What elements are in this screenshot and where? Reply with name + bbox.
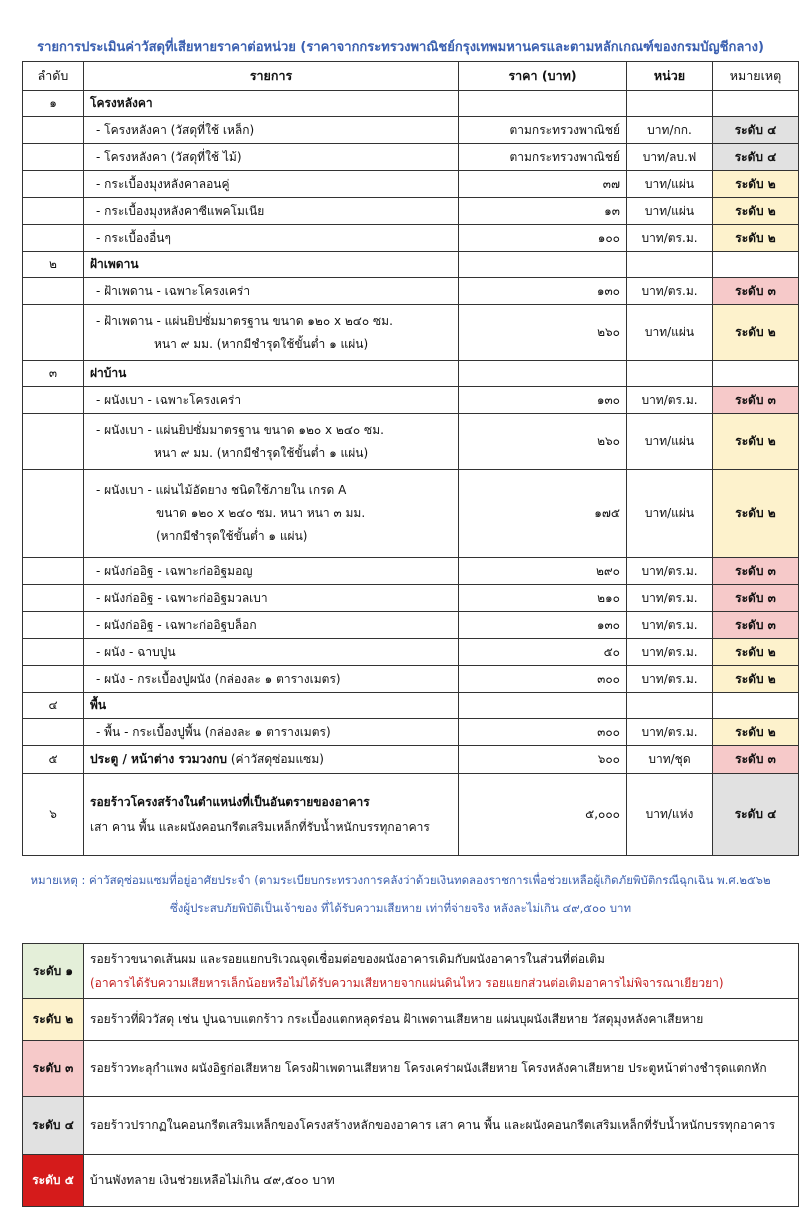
- item-cell: [84, 666, 459, 693]
- level-badge: ระดับ ๒: [713, 171, 799, 198]
- table-header-row: [23, 62, 799, 91]
- legend-text: รอยร้าวที่ผิววัสดุ เช่น ปูนฉาบแตกร้าว กระเบื้องแตกหลุดร่อน ฝ้าเพดานเสียหาย แผ่นบุผนังเสียหาย วัสดุมุงหลังคาเสียหาย: [90, 1012, 704, 1026]
- empty-cell: [713, 252, 799, 278]
- empty-cell: [627, 361, 713, 387]
- table-row: [23, 305, 799, 361]
- level-badge: ระดับ ๔: [713, 774, 799, 856]
- item-cell: [84, 305, 459, 361]
- price-cell: ๑๐๐: [459, 225, 627, 252]
- level-badge: ระดับ ๒: [713, 225, 799, 252]
- legend-description: [84, 1041, 799, 1097]
- level-badge: ระดับ ๓: [713, 746, 799, 774]
- section-title: ฝาบ้าน: [84, 361, 459, 387]
- price-cell: ๓๐๐: [459, 719, 627, 746]
- legend-text: รอยร้าวปรากฏในคอนกรีตเสริมเหล็กของโครงสร้างหลักของอาคาร เสา คาน พื้น และผนังคอนกรีตเสริมเหล็กที่รับน้ำหนักบรรทุกอาคาร: [90, 1118, 776, 1132]
- level-badge: ระดับ ๓: [713, 278, 799, 305]
- unit-cell: บาท/แผ่น: [627, 470, 713, 558]
- row-number-cell: [23, 612, 84, 639]
- price-cell: ๒๙๐: [459, 558, 627, 585]
- table-row: [23, 470, 799, 558]
- row-number-cell: [23, 117, 84, 144]
- legend-text-note: (อาคารได้รับความเสียหารเล็กน้อยหรือไม่ได้รับความเสียหายจากแผ่นดินไหว รอยแยกส่วนต่อเติมอาคารไม่พิจารณาเยียวยา): [90, 975, 724, 990]
- section-title: รอยร้าวโครงสร้างในตำแหน่งที่เป็นอันตรายของอาคาร: [90, 794, 370, 809]
- table-row: [23, 719, 799, 746]
- price-cell: ๓๐๐: [459, 666, 627, 693]
- row-number-cell: [23, 225, 84, 252]
- unit-cell: บาท/กก.: [627, 117, 713, 144]
- row-number-cell: [23, 719, 84, 746]
- unit-cell: บาท/แผ่น: [627, 305, 713, 361]
- price-cell: ๒๑๐: [459, 585, 627, 612]
- unit-cell: บาท/ตร.ม.: [627, 585, 713, 612]
- price-cell: ๑๓๐: [459, 278, 627, 305]
- price-cell: ๑๓๐: [459, 387, 627, 414]
- legend-level-label: ระดับ ๒: [23, 999, 84, 1041]
- level-badge: ระดับ ๒: [713, 639, 799, 666]
- item-text: - กระเบื้องมุงหลังคาลอนคู่: [96, 176, 230, 191]
- table-row: [23, 387, 799, 414]
- section-number: ๑: [23, 91, 84, 117]
- price-cell: ๑๓: [459, 198, 627, 225]
- legend-text: รอยร้าวทะลุกำแพง ผนังอิฐก่อเสียหาย โครงฝ้าเพดานเสียหาย โครงเคร่าผนังเสียหาย โครงหลังคาเสียหาย ประตูหน้าต่างชำรุดแตกหัก: [90, 1061, 767, 1075]
- table-row: [23, 144, 799, 171]
- item-text-line-2: หนา ๙ มม. (หากมีชำรุดใช้ขั้นต่ำ ๑ แผ่น): [154, 336, 369, 351]
- unit-cell: บาท/ตร.ม.: [627, 225, 713, 252]
- empty-cell: [713, 693, 799, 719]
- item-text: - กระเบื้องมุงหลังคาซีแพคโมเนีย: [96, 203, 265, 218]
- item-text: - ผนังก่ออิฐ - เฉพาะก่ออิฐมอญ: [96, 563, 253, 578]
- row-number-cell: [23, 278, 84, 305]
- unit-cell: บาท/แผ่น: [627, 171, 713, 198]
- unit-cell: บาท/แห่ง: [627, 774, 713, 856]
- empty-cell: [459, 91, 627, 117]
- legend-level-label: ระดับ ๓: [23, 1041, 84, 1097]
- item-cell: [84, 719, 459, 746]
- item-cell: [84, 585, 459, 612]
- table-row: [23, 612, 799, 639]
- table-row: [23, 666, 799, 693]
- row-number-cell: [23, 470, 84, 558]
- item-text: - กระเบื้องอื่นๆ: [96, 230, 171, 245]
- item-text: - ผนังเบา - แผ่นยิปซั่มมาตรฐาน ขนาด ๑๒๐ x ๒๔๐ ซม.: [96, 422, 384, 437]
- table-row: [23, 585, 799, 612]
- section-number: ๒: [23, 252, 84, 278]
- level-badge: ระดับ ๓: [713, 585, 799, 612]
- item-cell: [84, 387, 459, 414]
- header-price: ราคา (บาท): [459, 62, 627, 91]
- item-text-extra: (ค่าวัสดุซ่อมแซม): [230, 752, 324, 766]
- level-badge: ระดับ ๓: [713, 387, 799, 414]
- legend-level-label: ระดับ ๑: [23, 944, 84, 999]
- price-cell: ตามกระทรวงพาณิชย์: [459, 117, 627, 144]
- legend-row: [23, 944, 799, 999]
- legend-level-label: ระดับ ๔: [23, 1097, 84, 1155]
- level-badge: ระดับ ๓: [713, 612, 799, 639]
- unit-cell: บาท/ตร.ม.: [627, 639, 713, 666]
- item-cell: [84, 639, 459, 666]
- item-cell: [84, 171, 459, 198]
- item-text: - ผนัง - ฉาบปูน: [96, 644, 176, 659]
- section-title: ประตู / หน้าต่าง รวมวงกบ: [90, 752, 228, 766]
- item-text: - ผนังก่ออิฐ - เฉพาะก่ออิฐบล็อก: [96, 617, 257, 632]
- unit-cell: บาท/ชุด: [627, 746, 713, 774]
- price-cell: ๓๗: [459, 171, 627, 198]
- row-number: ๕: [23, 746, 84, 774]
- row-number-cell: [23, 639, 84, 666]
- row-number-cell: [23, 666, 84, 693]
- price-cell: ๑๓๐: [459, 612, 627, 639]
- unit-cell: บาท/แผ่น: [627, 414, 713, 470]
- item-text: - ฝ้าเพดาน - เฉพาะโครงเคร่า: [96, 283, 251, 298]
- legend-text: บ้านพังทลาย เงินช่วยเหลือไม่เกิน ๔๙,๕๐๐ บาท: [90, 1173, 335, 1187]
- item-cell: [84, 746, 459, 774]
- note-line-2: ซึ่งผู้ประสบภัยพิบัติเป็นเจ้าของ ที่ได้รับความเสียหาย เท่าที่จ่ายจริง หลังละไม่เกิน ๔๙,๕๐๐ บาท: [169, 901, 632, 915]
- unit-cell: บาท/ตร.ม.: [627, 387, 713, 414]
- level-badge: ระดับ ๒: [713, 719, 799, 746]
- unit-cell: บาท/ตร.ม.: [627, 719, 713, 746]
- table-row: [23, 225, 799, 252]
- item-text-line-3: (หากมีชำรุดใช้ขั้นต่ำ ๑ แผ่น): [156, 529, 308, 543]
- legend-text: รอยร้าวขนาดเส้นผม และรอยแยกบริเวณจุดเชื่อมต่อของผนังอาคารเดิมกับผนังอาคารในส่วนที่ต่อเติม: [90, 951, 605, 966]
- legend-description: [84, 1155, 799, 1207]
- item-text: - ผนังก่ออิฐ - เฉพาะก่ออิฐมวลเบา: [96, 590, 268, 605]
- item-cell: [84, 225, 459, 252]
- legend-row: [23, 1155, 799, 1207]
- item-cell: [84, 774, 459, 856]
- empty-cell: [627, 91, 713, 117]
- price-cell: ๒๖๐: [459, 414, 627, 470]
- empty-cell: [627, 252, 713, 278]
- section-title: โครงหลังคา: [84, 91, 459, 117]
- table-row: [23, 278, 799, 305]
- table-row: [23, 198, 799, 225]
- section-row: [23, 91, 799, 117]
- empty-cell: [713, 361, 799, 387]
- legend-row: [23, 1041, 799, 1097]
- row-number: ๖: [23, 774, 84, 856]
- section-row: [23, 693, 799, 719]
- document-title: รายการประเมินค่าวัสดุที่เสียหายราคาต่อหน่วย (ราคาจากกระทรวงพาณิชย์กรุงเทพมหานครและตามหลักเกณฑ์ของกรมบัญชีกลาง): [37, 40, 764, 55]
- level-badge: ระดับ ๒: [713, 414, 799, 470]
- section-title: พื้น: [84, 693, 459, 719]
- item-text: - ฝ้าเพดาน - แผ่นยิปซั่มมาตรฐาน ขนาด ๑๒๐ x ๒๔๐ ซม.: [96, 313, 393, 328]
- level-badge: ระดับ ๒: [713, 666, 799, 693]
- legend-row: [23, 1097, 799, 1155]
- section-row: [23, 252, 799, 278]
- unit-cell: บาท/ตร.ม.: [627, 558, 713, 585]
- header-no: ลำดับ: [23, 62, 84, 91]
- item-cell: [84, 558, 459, 585]
- unit-cell: บาท/ลบ.ฟ: [627, 144, 713, 171]
- level-badge: ระดับ ๔: [713, 144, 799, 171]
- table-row: [23, 117, 799, 144]
- empty-cell: [627, 693, 713, 719]
- row-number-cell: [23, 305, 84, 361]
- price-cell: ๒๖๐: [459, 305, 627, 361]
- item-text-line-2: หนา ๙ มม. (หากมีชำรุดใช้ขั้นต่ำ ๑ แผ่น): [154, 445, 369, 460]
- legend-description: [84, 944, 799, 999]
- section-row: [23, 361, 799, 387]
- unit-cell: บาท/ตร.ม.: [627, 612, 713, 639]
- unit-cell: บาท/ตร.ม.: [627, 278, 713, 305]
- price-cell: ๖๐๐: [459, 746, 627, 774]
- table-row: [23, 774, 799, 856]
- unit-cell: บาท/แผ่น: [627, 198, 713, 225]
- level-badge: ระดับ ๒: [713, 305, 799, 361]
- item-cell: [84, 144, 459, 171]
- table-row: [23, 746, 799, 774]
- damage-level-legend: [22, 943, 799, 1207]
- item-cell: [84, 612, 459, 639]
- unit-cell: บาท/ตร.ม.: [627, 666, 713, 693]
- price-cell: ๕๐: [459, 639, 627, 666]
- item-cell: [84, 117, 459, 144]
- item-cell: [84, 198, 459, 225]
- empty-cell: [459, 693, 627, 719]
- row-number-cell: [23, 558, 84, 585]
- note-line-1: หมายเหตุ : ค่าวัสดุซ่อมแซมที่อยู่อาศัยประจำ (ตามระเบียบกระทรวงการคลังว่าด้วยเงินทดลองราชการเพื่อช่วยเหลือผู้เกิดภัยพิบัติกรณีฉุกเฉิน พ.ศ.๒๕๖๒: [30, 873, 771, 887]
- item-text: เสา คาน พื้น และผนังคอนกรีตเสริมเหล็กที่รับน้ำหนักบรรทุกอาคาร: [90, 819, 430, 834]
- level-badge: ระดับ ๒: [713, 198, 799, 225]
- level-badge: ระดับ ๓: [713, 558, 799, 585]
- table-row: [23, 558, 799, 585]
- header-item: รายการ: [84, 62, 459, 91]
- legend-level-label: ระดับ ๕: [23, 1155, 84, 1207]
- item-cell: [84, 278, 459, 305]
- item-text: - โครงหลังคา (วัสดุที่ใช้ เหล็ก): [96, 122, 255, 137]
- legend-description: [84, 1097, 799, 1155]
- level-badge: ระดับ ๒: [713, 470, 799, 558]
- table-row: [23, 414, 799, 470]
- section-number: ๓: [23, 361, 84, 387]
- item-text: - โครงหลังคา (วัสดุที่ใช้ ไม้): [96, 149, 242, 164]
- header-unit: หน่วย: [627, 62, 713, 91]
- empty-cell: [459, 361, 627, 387]
- empty-cell: [459, 252, 627, 278]
- header-remark: หมายเหตุ: [713, 62, 799, 91]
- section-number: ๔: [23, 693, 84, 719]
- item-cell: [84, 414, 459, 470]
- legend-description: [84, 999, 799, 1041]
- item-text: - ผนัง - กระเบื้องปูผนัง (กล่องละ ๑ ตารางเมตร): [96, 671, 341, 686]
- level-badge: ระดับ ๔: [713, 117, 799, 144]
- row-number-cell: [23, 144, 84, 171]
- row-number-cell: [23, 585, 84, 612]
- table-row: [23, 639, 799, 666]
- damage-price-table: [22, 61, 799, 856]
- section-title: ฝ้าเพดาน: [84, 252, 459, 278]
- legend-row: [23, 999, 799, 1041]
- table-row: [23, 171, 799, 198]
- price-cell: ๑๗๕: [459, 470, 627, 558]
- empty-cell: [713, 91, 799, 117]
- row-number-cell: [23, 414, 84, 470]
- price-cell: ๕,๐๐๐: [459, 774, 627, 856]
- price-cell: ตามกระทรวงพาณิชย์: [459, 144, 627, 171]
- item-text: - ผนังเบา - เฉพาะโครงเคร่า: [96, 392, 242, 407]
- item-text: - พื้น - กระเบื้องปูพื้น (กล่องละ ๑ ตารางเมตร): [96, 724, 331, 739]
- item-text: - ผนังเบา - แผ่นไม้อัดยาง ชนิดใช้ภายใน เกรด A: [96, 483, 347, 497]
- item-cell: [84, 470, 459, 558]
- row-number-cell: [23, 171, 84, 198]
- row-number-cell: [23, 387, 84, 414]
- row-number-cell: [23, 198, 84, 225]
- item-text-line-2: ขนาด ๑๒๐ x ๒๔๐ ซม. หนา หนา ๓ มม.: [156, 506, 366, 520]
